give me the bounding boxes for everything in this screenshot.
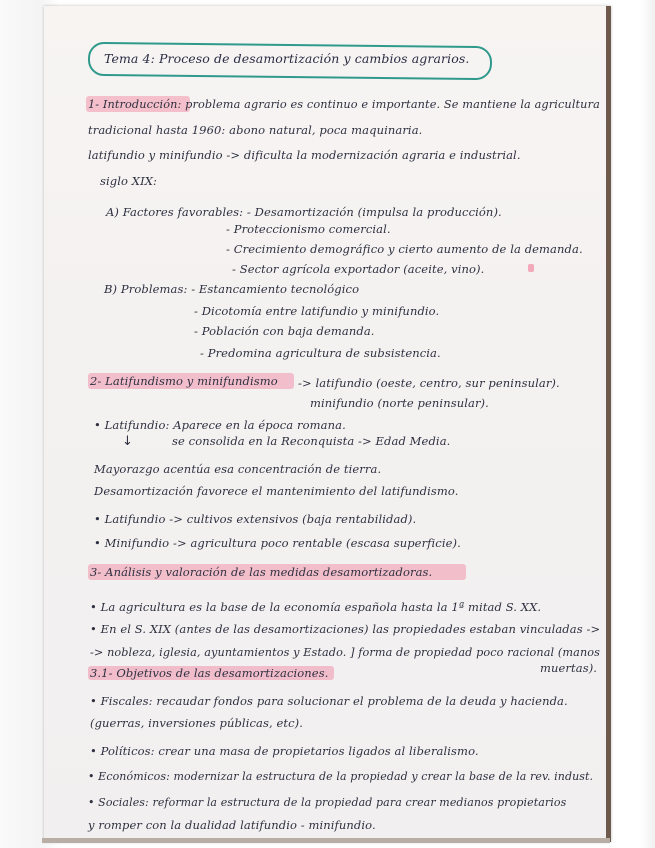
page-title: Tema 4: Proceso de desamortización y cambios agrarios. bbox=[104, 51, 470, 66]
line-2: tradicional hasta 1960: abono natural, poca maquinaria. bbox=[88, 123, 423, 137]
line-28: (guerras, inversiones públicas, etc). bbox=[90, 716, 303, 730]
line-17: Mayorazgo acentúa esa concentración de tierra. bbox=[94, 462, 382, 476]
line-5: A) Factores favorables: - Desamortización (impulsa la producción). bbox=[106, 205, 502, 219]
line-27: • Fiscales: recaudar fondos para solucionar el problema de la deuda y hacienda. bbox=[90, 694, 568, 708]
line-8: - Sector agrícola exportador (aceite, vino). bbox=[232, 262, 485, 276]
line-1: 1- Introducción: problema agrario es continuo e importante. Se mantiene la agricultura bbox=[88, 97, 600, 111]
line-9: B) Problemas: - Estancamiento tecnológico bbox=[104, 282, 360, 296]
line-31: • Sociales: reformar la estructura de la propiedad para crear medianos propietarios bbox=[88, 796, 567, 809]
line-24: -> nobleza, iglesia, ayuntamientos y Estado. ] forma de propiedad poco racional (manos bbox=[90, 645, 601, 659]
line-15: • Latifundio: Aparece en la época romana. bbox=[94, 418, 346, 432]
line-14: minifundio (norte peninsular). bbox=[310, 396, 489, 410]
line-11: - Población con baja demanda. bbox=[194, 324, 375, 338]
sheet-edge-shadow bbox=[606, 6, 611, 842]
sheet-bottom-edge bbox=[42, 838, 610, 843]
line-4: siglo XIX: bbox=[100, 174, 157, 188]
line-13-text: -> latifundio (oeste, centro, sur peninsular). bbox=[298, 376, 560, 390]
line-19: • Latifundio -> cultivos extensivos (baja rentabilidad). bbox=[94, 512, 417, 526]
down-arrow-icon: ↓ bbox=[122, 434, 133, 449]
line-29: • Políticos: crear una masa de propietarios ligados al liberalismo. bbox=[90, 744, 479, 758]
line-23: • En el S. XIX (antes de las desamortizaciones) las propiedades estaban vinculadas -> bbox=[90, 622, 601, 636]
line-21: 3- Análisis y valoración de las medidas desamortizadoras. bbox=[90, 565, 433, 579]
line-18: Desamortización favorece el mantenimiento del latifundismo. bbox=[94, 484, 459, 498]
line-26: 3.1- Objetivos de las desamortizaciones. bbox=[90, 666, 329, 680]
line-7: - Crecimiento demográfico y cierto aumento de la demanda. bbox=[226, 242, 583, 256]
line-30: • Económicos: modernizar la estructura de la propiedad y crear la base de la rev. indust. bbox=[88, 770, 594, 783]
line-6: - Proteccionismo comercial. bbox=[226, 222, 391, 236]
line-20: • Minifundio -> agricultura poco rentable (escasa superficie). bbox=[94, 536, 461, 550]
line-25: muertas). bbox=[540, 661, 598, 675]
line-32: y romper con la dualidad latifundio - minifundio. bbox=[88, 818, 376, 832]
line-13-heading: 2- Latifundismo y minifundismo bbox=[90, 374, 278, 388]
line-10: - Dicotomía entre latifundio y minifundio. bbox=[194, 304, 440, 318]
pink-mark bbox=[528, 264, 534, 272]
line-3: latifundio y minifundio -> dificulta la modernización agraria e industrial. bbox=[88, 148, 521, 162]
line-16: se consolida en la Reconquista -> Edad Media. bbox=[172, 434, 451, 448]
line-12: - Predomina agricultura de subsistencia. bbox=[200, 346, 441, 360]
line-22: • La agricultura es la base de la economía española hasta la 1ª mitad S. XX. bbox=[90, 600, 542, 614]
